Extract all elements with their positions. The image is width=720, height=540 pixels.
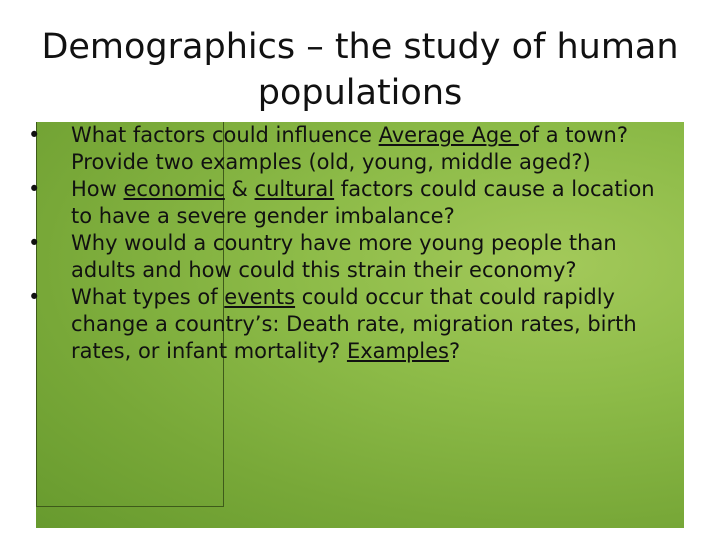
- bullet-item-events: [26, 284, 676, 365]
- bullet-text: How: [71, 177, 124, 201]
- bullet-icon: •: [28, 285, 41, 309]
- bullet-icon: •: [28, 123, 41, 147]
- bullet-icon: •: [28, 231, 41, 255]
- bullet-text: of a town? Provide two examples (old, young, middle aged?): [71, 123, 628, 174]
- bullet-item-average-age: [26, 122, 676, 176]
- underlined-term: events: [224, 285, 296, 309]
- bullet-text: What types of: [71, 285, 225, 309]
- bullet-text: What factors could influence: [71, 123, 379, 147]
- bullet-item-young-people: [26, 230, 676, 284]
- bullet-text: ?: [448, 339, 461, 363]
- bullet-text: &: [224, 177, 255, 201]
- bullet-list: [26, 122, 676, 365]
- bullet-item-gender-imbalance: [26, 176, 676, 230]
- slide-title: [40, 24, 680, 116]
- underlined-term: cultural: [254, 177, 335, 201]
- bullet-text: Why would a country have more young people than adults and how could this strain their economy?: [71, 231, 617, 282]
- title-line-1: Demographics – the study of human: [41, 27, 679, 67]
- underlined-term: economic: [123, 177, 225, 201]
- bullet-text: factors could cause a location to have a severe gender imbalance?: [71, 177, 655, 228]
- title-line-2: populations: [257, 73, 463, 113]
- bullet-icon: •: [28, 177, 41, 201]
- underlined-term: Average Age: [378, 123, 519, 147]
- underlined-term: Examples: [346, 339, 449, 363]
- bullet-text: could occur that could rapidly change a country’s: Death rate, migration rates, birth rates, or infant mortality?: [71, 285, 637, 363]
